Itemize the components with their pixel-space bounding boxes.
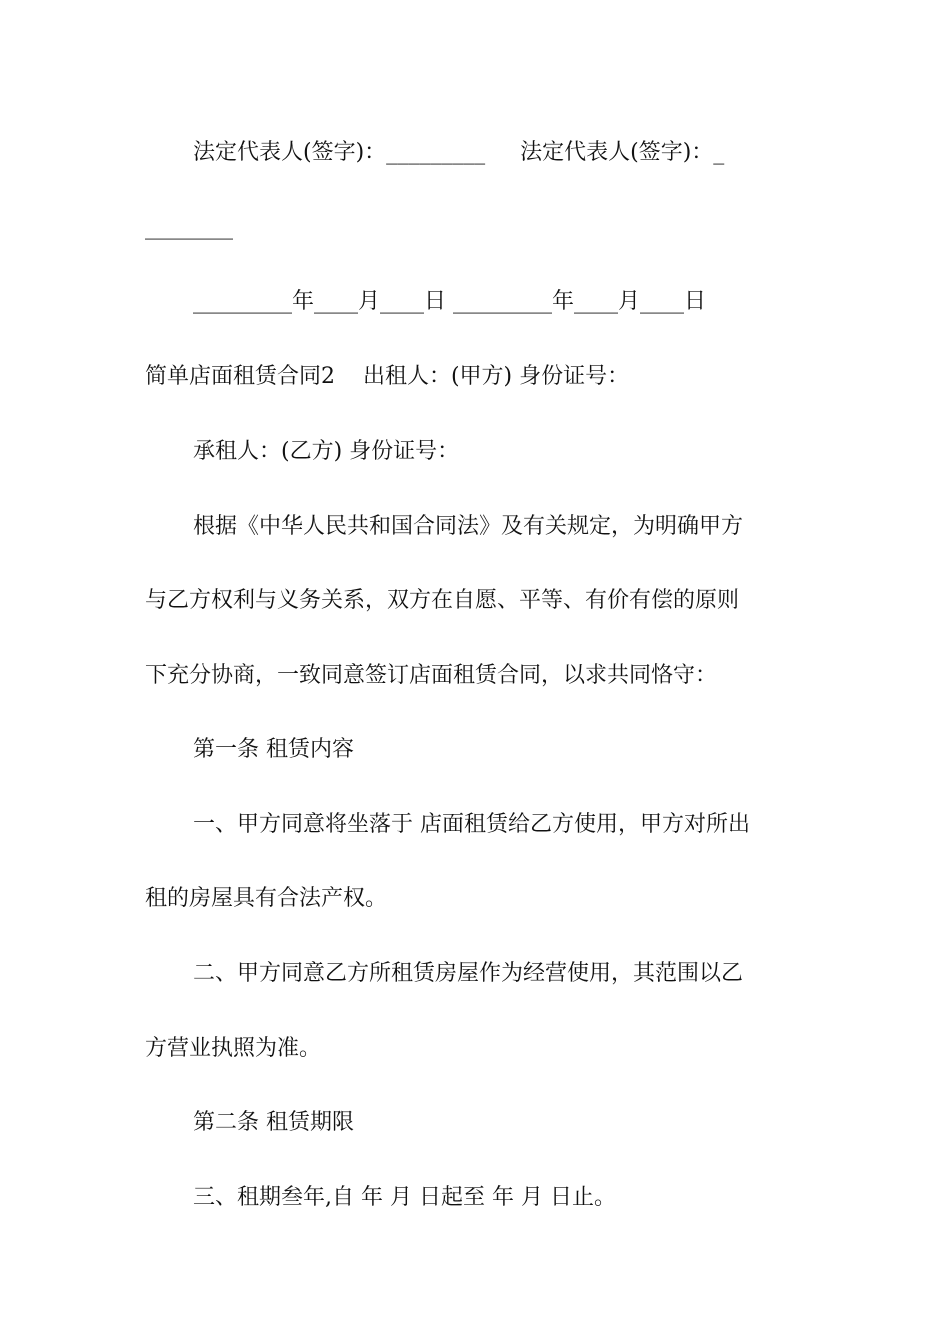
clause-line: 方营业执照为准。 bbox=[145, 1036, 322, 1061]
lessee-line: 承租人：(乙方) 身份证号： bbox=[193, 439, 460, 464]
clause-line: 一、甲方同意将坐落于 店面租赁给乙方使用，甲方对所出 bbox=[193, 812, 750, 837]
clause-line: 三、租期叁年,自 年 月 日起至 年 月 日止。 bbox=[193, 1185, 616, 1210]
article-heading: 第二条 租赁期限 bbox=[193, 1110, 354, 1135]
clause-line: 租的房屋具有合法产权。 bbox=[145, 886, 388, 911]
contract-heading-line: 简单店面租赁合同2 出租人：(甲方) 身份证号： bbox=[145, 364, 630, 389]
clause-line: 二、甲方同意乙方所租赁房屋作为经营使用，其范围以乙 bbox=[193, 961, 744, 986]
article-heading: 第一条 租赁内容 bbox=[193, 737, 354, 762]
paragraph-line: 根据《中华人民共和国合同法》及有关规定，为明确甲方 bbox=[193, 514, 744, 539]
date-line: _________年____月____日 _________年____月____日 bbox=[193, 289, 706, 314]
signature-line-continuation: ________ bbox=[145, 215, 233, 240]
paragraph-line: 与乙方权利与义务关系，双方在自愿、平等、有价有偿的原则 bbox=[145, 588, 740, 613]
signature-line: 法定代表人(签字)：_________ 法定代表人(签字)：_ bbox=[193, 140, 725, 165]
paragraph-line: 下充分协商，一致同意签订店面租赁合同，以求共同恪守： bbox=[145, 663, 718, 688]
